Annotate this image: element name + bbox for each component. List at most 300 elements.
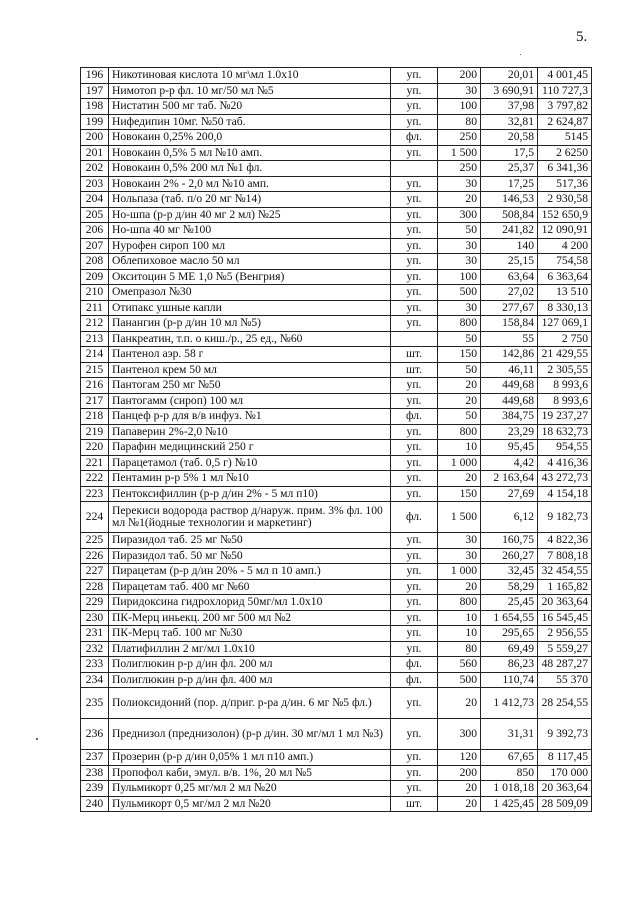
row-number: 196 — [81, 68, 109, 84]
unit-cell: фл. — [391, 657, 438, 673]
sum-cell: 28 254,55 — [538, 688, 592, 719]
unit-cell: уп. — [391, 455, 438, 471]
unit-cell: уп. — [391, 207, 438, 223]
table-row — [81, 207, 592, 223]
unit-cell: уп. — [391, 316, 438, 332]
row-number: 221 — [81, 455, 109, 471]
price-cell: 69,49 — [481, 641, 538, 657]
quantity-cell: 800 — [438, 316, 481, 332]
table-row — [81, 502, 592, 533]
sum-cell: 43 272,73 — [538, 471, 592, 487]
sum-cell: 4 416,36 — [538, 455, 592, 471]
sum-cell: 110 727,3 — [538, 83, 592, 99]
row-number: 204 — [81, 192, 109, 208]
row-number: 227 — [81, 564, 109, 580]
row-number: 199 — [81, 114, 109, 130]
table-row — [81, 440, 592, 456]
sum-cell: 16 545,45 — [538, 610, 592, 626]
row-number: 230 — [81, 610, 109, 626]
item-name: Перекиси водорода раствор д/наруж. прим. 3% фл. 100 мл №1(йодные технологии и маркетинг) — [109, 502, 391, 533]
price-cell: 25,45 — [481, 595, 538, 611]
table-row — [81, 362, 592, 378]
quantity-cell: 80 — [438, 641, 481, 657]
price-cell: 95,45 — [481, 440, 538, 456]
row-number: 224 — [81, 502, 109, 533]
table-row — [81, 455, 592, 471]
price-cell: 23,29 — [481, 424, 538, 440]
item-name: Пантогам 250 мг №50 — [109, 378, 391, 394]
table-body — [81, 68, 592, 812]
sum-cell: 2 305,55 — [538, 362, 592, 378]
unit-cell: уп. — [391, 254, 438, 270]
sum-cell: 32 454,55 — [538, 564, 592, 580]
table-row — [81, 176, 592, 192]
row-number: 198 — [81, 99, 109, 115]
item-name: Но-шпа (р-р д/ин 40 мг 2 мл) №25 — [109, 207, 391, 223]
sum-cell: 48 287,27 — [538, 657, 592, 673]
table-row — [81, 750, 592, 766]
price-cell: 508,84 — [481, 207, 538, 223]
table-row — [81, 657, 592, 673]
table-row — [81, 254, 592, 270]
row-number: 197 — [81, 83, 109, 99]
sum-cell: 3 797,82 — [538, 99, 592, 115]
quantity-cell: 120 — [438, 750, 481, 766]
unit-cell: шт. — [391, 362, 438, 378]
price-cell: 17,5 — [481, 145, 538, 161]
table-row — [81, 796, 592, 812]
row-number: 228 — [81, 579, 109, 595]
quantity-cell: 800 — [438, 424, 481, 440]
table-row — [81, 316, 592, 332]
quantity-cell: 20 — [438, 579, 481, 595]
item-name: Новокаин 0,25% 200,0 — [109, 130, 391, 146]
row-number: 222 — [81, 471, 109, 487]
row-number: 203 — [81, 176, 109, 192]
quantity-cell: 150 — [438, 486, 481, 502]
quantity-cell: 560 — [438, 657, 481, 673]
sum-cell: 12 090,91 — [538, 223, 592, 239]
sum-cell: 754,58 — [538, 254, 592, 270]
item-name: Пропофол каби, эмул. в/в. 1%, 20 мл №5 — [109, 765, 391, 781]
table-row — [81, 331, 592, 347]
row-number: 217 — [81, 393, 109, 409]
quantity-cell: 20 — [438, 192, 481, 208]
quantity-cell: 20 — [438, 781, 481, 797]
price-cell: 1 412,73 — [481, 688, 538, 719]
unit-cell: уп. — [391, 579, 438, 595]
unit-cell: шт. — [391, 347, 438, 363]
row-number: 205 — [81, 207, 109, 223]
row-number: 235 — [81, 688, 109, 719]
table-row — [81, 393, 592, 409]
item-name: Новокаин 2% - 2,0 мл №10 амп. — [109, 176, 391, 192]
unit-cell: уп. — [391, 176, 438, 192]
price-cell: 4,42 — [481, 455, 538, 471]
unit-cell: фл. — [391, 409, 438, 425]
unit-cell: уп. — [391, 688, 438, 719]
item-name: Панангин (р-р д/ин 10 мл №5) — [109, 316, 391, 332]
price-cell: 1 018,18 — [481, 781, 538, 797]
price-cell: 27,02 — [481, 285, 538, 301]
price-cell: 142,86 — [481, 347, 538, 363]
price-cell: 67,65 — [481, 750, 538, 766]
item-name: Нимотоп р-р фл. 10 мг/50 мл №5 — [109, 83, 391, 99]
table-row — [81, 285, 592, 301]
item-name: Окситоцин 5 МЕ 1,0 №5 (Венгрия) — [109, 269, 391, 285]
sum-cell: 2 956,55 — [538, 626, 592, 642]
sum-cell: 4 822,36 — [538, 533, 592, 549]
price-cell: 6,12 — [481, 502, 538, 533]
row-number: 209 — [81, 269, 109, 285]
item-name: Нистатин 500 мг таб. №20 — [109, 99, 391, 115]
table-row — [81, 424, 592, 440]
row-number: 236 — [81, 719, 109, 750]
row-number: 207 — [81, 238, 109, 254]
item-name: Новокаин 0,5% 5 мл №10 амп. — [109, 145, 391, 161]
row-number: 211 — [81, 300, 109, 316]
price-cell: 260,27 — [481, 548, 538, 564]
unit-cell: уп. — [391, 378, 438, 394]
quantity-cell: 20 — [438, 796, 481, 812]
row-number: 220 — [81, 440, 109, 456]
sum-cell: 28 509,09 — [538, 796, 592, 812]
table-row — [81, 145, 592, 161]
unit-cell: уп. — [391, 285, 438, 301]
price-cell: 20,01 — [481, 68, 538, 84]
item-name: Пентамин р-р 5% 1 мл №10 — [109, 471, 391, 487]
sum-cell: 8 117,45 — [538, 750, 592, 766]
unit-cell: уп. — [391, 719, 438, 750]
sum-cell: 21 429,55 — [538, 347, 592, 363]
unit-cell: фл. — [391, 130, 438, 146]
sum-cell: 152 650,9 — [538, 207, 592, 223]
item-name: Нольпаза (таб. п/о 20 мг №14) — [109, 192, 391, 208]
quantity-cell: 100 — [438, 269, 481, 285]
quantity-cell: 80 — [438, 114, 481, 130]
unit-cell: уп. — [391, 750, 438, 766]
sum-cell: 2 750 — [538, 331, 592, 347]
row-number: 237 — [81, 750, 109, 766]
unit-cell: уп. — [391, 393, 438, 409]
row-number: 233 — [81, 657, 109, 673]
quantity-cell: 20 — [438, 378, 481, 394]
price-cell: 31,31 — [481, 719, 538, 750]
table-row — [81, 300, 592, 316]
table-row — [81, 564, 592, 580]
price-cell: 850 — [481, 765, 538, 781]
table-row — [81, 688, 592, 719]
price-cell: 160,75 — [481, 533, 538, 549]
sum-cell: 4 001,45 — [538, 68, 592, 84]
quantity-cell: 500 — [438, 672, 481, 688]
table-row — [81, 269, 592, 285]
unit-cell: уп. — [391, 424, 438, 440]
quantity-cell: 30 — [438, 548, 481, 564]
price-cell: 449,68 — [481, 393, 538, 409]
row-number: 201 — [81, 145, 109, 161]
sum-cell: 8 993,6 — [538, 393, 592, 409]
sum-cell: 9 182,73 — [538, 502, 592, 533]
sum-cell: 2 6250 — [538, 145, 592, 161]
sum-cell: 954,55 — [538, 440, 592, 456]
price-cell: 58,29 — [481, 579, 538, 595]
quantity-cell: 300 — [438, 719, 481, 750]
unit-cell: уп. — [391, 626, 438, 642]
table-row — [81, 471, 592, 487]
item-name: Пантенол крем 50 мл — [109, 362, 391, 378]
table-row — [81, 192, 592, 208]
unit-cell: шт. — [391, 796, 438, 812]
quantity-cell: 1 000 — [438, 455, 481, 471]
item-name: ПК-Мерц иньекц. 200 мг 500 мл №2 — [109, 610, 391, 626]
sum-cell: 8 330,13 — [538, 300, 592, 316]
item-name: Никотиновая кислота 10 мг\мл 1.0х10 — [109, 68, 391, 84]
item-name: Пульмикорт 0,25 мг/мл 2 мл №20 — [109, 781, 391, 797]
row-number: 223 — [81, 486, 109, 502]
row-number: 234 — [81, 672, 109, 688]
row-number: 200 — [81, 130, 109, 146]
unit-cell — [391, 331, 438, 347]
quantity-cell: 30 — [438, 300, 481, 316]
row-number: 238 — [81, 765, 109, 781]
unit-cell: уп. — [391, 440, 438, 456]
unit-cell: уп. — [391, 114, 438, 130]
sum-cell: 4 200 — [538, 238, 592, 254]
unit-cell: уп. — [391, 83, 438, 99]
unit-cell: уп. — [391, 533, 438, 549]
price-cell: 241,82 — [481, 223, 538, 239]
price-cell: 1 654,55 — [481, 610, 538, 626]
row-number: 208 — [81, 254, 109, 270]
quantity-cell: 30 — [438, 83, 481, 99]
item-name: Но-шпа 40 мг №100 — [109, 223, 391, 239]
price-cell: 146,53 — [481, 192, 538, 208]
table-row — [81, 238, 592, 254]
table-row — [81, 114, 592, 130]
unit-cell: фл. — [391, 672, 438, 688]
quantity-cell: 250 — [438, 161, 481, 177]
price-cell: 449,68 — [481, 378, 538, 394]
quantity-cell: 30 — [438, 533, 481, 549]
unit-cell: уп. — [391, 610, 438, 626]
row-number: 225 — [81, 533, 109, 549]
unit-cell: уп. — [391, 765, 438, 781]
quantity-cell: 500 — [438, 285, 481, 301]
table-row — [81, 533, 592, 549]
sum-cell: 19 237,27 — [538, 409, 592, 425]
item-name: Нурофен сироп 100 мл — [109, 238, 391, 254]
table-row — [81, 68, 592, 84]
row-number: 206 — [81, 223, 109, 239]
unit-cell: уп. — [391, 192, 438, 208]
price-cell: 27,69 — [481, 486, 538, 502]
quantity-cell: 300 — [438, 207, 481, 223]
table-row — [81, 486, 592, 502]
scan-speck — [520, 54, 521, 55]
item-name: Пирацетам (р-р д/ин 20% - 5 мл п 10 амп.) — [109, 564, 391, 580]
quantity-cell: 50 — [438, 223, 481, 239]
row-number: 213 — [81, 331, 109, 347]
sum-cell: 18 632,73 — [538, 424, 592, 440]
quantity-cell: 1 000 — [438, 564, 481, 580]
quantity-cell: 1 500 — [438, 502, 481, 533]
sum-cell: 5 559,27 — [538, 641, 592, 657]
item-name: Прозерин (р-р д/ин 0,05% 1 мл п10 амп.) — [109, 750, 391, 766]
unit-cell: уп. — [391, 99, 438, 115]
quantity-cell: 10 — [438, 610, 481, 626]
table-row — [81, 161, 592, 177]
quantity-cell: 200 — [438, 765, 481, 781]
row-number: 219 — [81, 424, 109, 440]
table-row — [81, 548, 592, 564]
price-cell: 158,84 — [481, 316, 538, 332]
row-number: 216 — [81, 378, 109, 394]
page-number: 5. — [576, 29, 588, 45]
table-row — [81, 765, 592, 781]
quantity-cell: 10 — [438, 440, 481, 456]
price-cell: 86,23 — [481, 657, 538, 673]
row-number: 232 — [81, 641, 109, 657]
table-row — [81, 99, 592, 115]
unit-cell: уп. — [391, 781, 438, 797]
scan-speck — [36, 738, 38, 740]
quantity-cell: 50 — [438, 331, 481, 347]
row-number: 226 — [81, 548, 109, 564]
item-name: Пиразидол таб. 50 мг №50 — [109, 548, 391, 564]
sum-cell: 6 363,64 — [538, 269, 592, 285]
price-cell: 384,75 — [481, 409, 538, 425]
table-row — [81, 610, 592, 626]
quantity-cell: 100 — [438, 99, 481, 115]
sum-cell: 8 993,6 — [538, 378, 592, 394]
unit-cell: уп. — [391, 564, 438, 580]
medicines-table — [80, 67, 592, 812]
price-cell: 20,58 — [481, 130, 538, 146]
price-cell: 110,74 — [481, 672, 538, 688]
sum-cell: 9 392,73 — [538, 719, 592, 750]
row-number: 215 — [81, 362, 109, 378]
item-name: Панкреатин, т.п. о киш./р., 25 ед., №60 — [109, 331, 391, 347]
item-name: Парацетамол (таб. 0,5 г) №10 — [109, 455, 391, 471]
unit-cell: уп. — [391, 595, 438, 611]
table-row — [81, 83, 592, 99]
table-row — [81, 672, 592, 688]
unit-cell: уп. — [391, 548, 438, 564]
item-name: Пиразидол таб. 25 мг №50 — [109, 533, 391, 549]
sum-cell: 7 808,18 — [538, 548, 592, 564]
item-name: Нифедипин 10мг. №50 таб. — [109, 114, 391, 130]
item-name: Парафин медицинский 250 г — [109, 440, 391, 456]
item-name: ПК-Мерц таб. 100 мг №30 — [109, 626, 391, 642]
item-name: Омепразол №30 — [109, 285, 391, 301]
price-cell: 2 163,64 — [481, 471, 538, 487]
sum-cell: 127 069,1 — [538, 316, 592, 332]
table-row — [81, 626, 592, 642]
unit-cell: уп. — [391, 300, 438, 316]
price-cell: 37,98 — [481, 99, 538, 115]
price-cell: 17,25 — [481, 176, 538, 192]
row-number: 214 — [81, 347, 109, 363]
table-row — [81, 347, 592, 363]
quantity-cell: 800 — [438, 595, 481, 611]
item-name: Платифиллин 2 мг/мл 1.0х10 — [109, 641, 391, 657]
quantity-cell: 30 — [438, 254, 481, 270]
item-name: Пантенол аэр. 58 г — [109, 347, 391, 363]
sum-cell: 2 930,58 — [538, 192, 592, 208]
table-row — [81, 130, 592, 146]
quantity-cell: 150 — [438, 347, 481, 363]
price-cell: 46,11 — [481, 362, 538, 378]
unit-cell: уп. — [391, 238, 438, 254]
quantity-cell: 250 — [438, 130, 481, 146]
unit-cell: уп. — [391, 641, 438, 657]
price-cell: 32,81 — [481, 114, 538, 130]
unit-cell — [391, 161, 438, 177]
row-number: 212 — [81, 316, 109, 332]
row-number: 239 — [81, 781, 109, 797]
unit-cell: уп. — [391, 68, 438, 84]
item-name: Папаверин 2%-2,0 №10 — [109, 424, 391, 440]
sum-cell: 20 363,64 — [538, 781, 592, 797]
table-row — [81, 223, 592, 239]
price-cell: 55 — [481, 331, 538, 347]
quantity-cell: 20 — [438, 393, 481, 409]
price-cell: 63,64 — [481, 269, 538, 285]
row-number: 202 — [81, 161, 109, 177]
unit-cell: уп. — [391, 471, 438, 487]
table-row — [81, 378, 592, 394]
sum-cell: 1 165,82 — [538, 579, 592, 595]
table-row — [81, 719, 592, 750]
quantity-cell: 10 — [438, 626, 481, 642]
sum-cell: 4 154,18 — [538, 486, 592, 502]
row-number: 231 — [81, 626, 109, 642]
sum-cell: 6 341,36 — [538, 161, 592, 177]
item-name: Пульмикорт 0,5 мг/мл 2 мл №20 — [109, 796, 391, 812]
quantity-cell: 200 — [438, 68, 481, 84]
item-name: Пантогамм (сироп) 100 мл — [109, 393, 391, 409]
price-cell: 25,15 — [481, 254, 538, 270]
sum-cell: 13 510 — [538, 285, 592, 301]
quantity-cell: 20 — [438, 688, 481, 719]
price-cell: 25,37 — [481, 161, 538, 177]
item-name: Преднизол (преднизолон) (р-р д/ин. 30 мг/мл 1 мл №3) — [109, 719, 391, 750]
quantity-cell: 30 — [438, 238, 481, 254]
price-cell: 1 425,45 — [481, 796, 538, 812]
sum-cell: 20 363,64 — [538, 595, 592, 611]
item-name: Панцеф р-р для в/в инфуз. №1 — [109, 409, 391, 425]
unit-cell: уп. — [391, 269, 438, 285]
quantity-cell: 50 — [438, 409, 481, 425]
table-row — [81, 409, 592, 425]
price-cell: 32,45 — [481, 564, 538, 580]
item-name: Облепиховое масло 50 мл — [109, 254, 391, 270]
price-cell: 295,65 — [481, 626, 538, 642]
item-name: Пиридоксина гидрохлорид 50мг/мл 1.0х10 — [109, 595, 391, 611]
item-name: Пентоксифиллин (р-р д/ин 2% - 5 мл п10) — [109, 486, 391, 502]
item-name: Новокаин 0,5% 200 мл №1 фл. — [109, 161, 391, 177]
row-number: 218 — [81, 409, 109, 425]
price-cell: 3 690,91 — [481, 83, 538, 99]
row-number: 229 — [81, 595, 109, 611]
table-row — [81, 579, 592, 595]
quantity-cell: 20 — [438, 471, 481, 487]
sum-cell: 517,36 — [538, 176, 592, 192]
quantity-cell: 50 — [438, 362, 481, 378]
item-name: Полиглюкин р-р д/ин фл. 400 мл — [109, 672, 391, 688]
item-name: Отипакс ушные капли — [109, 300, 391, 316]
